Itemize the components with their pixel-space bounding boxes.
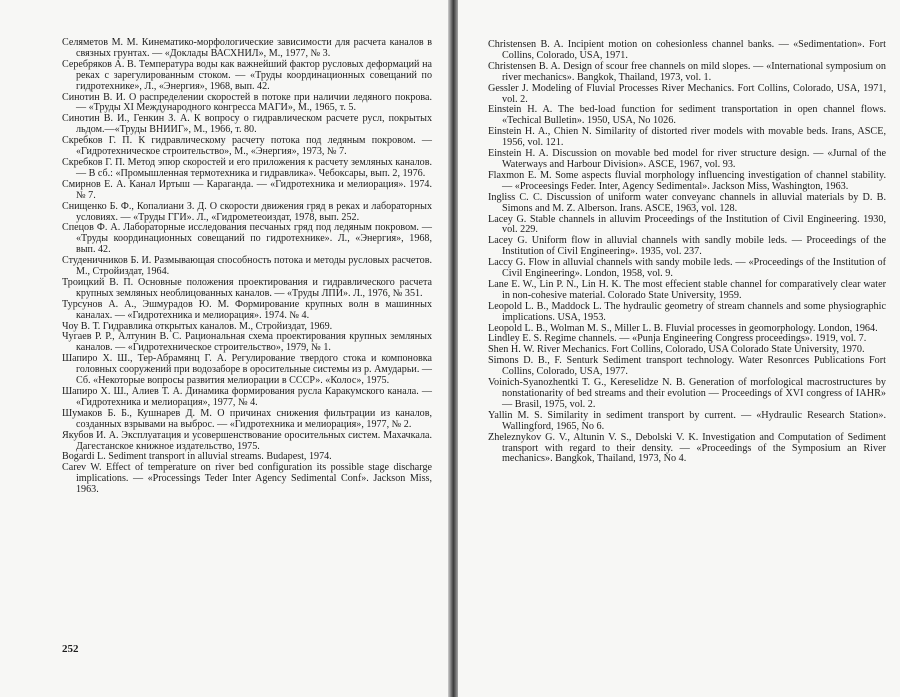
reference-entry: Leopold L. B., Maddock L. The hydraulic geometry of stream channels and some physiographic implications. USA, 1953. xyxy=(488,300,886,323)
reference-entry: Laccy G. Flow in alluvial channels with sandy mobile leds. — «Proceedings of the Institution of Civil Engineering». London, 1958, vol. 9. xyxy=(488,257,886,280)
reference-entry: Троицкий В. П. Основные положения проектирования и гидравлического расчета крупных земляных необлицованных каналов. — «Труды ЛПИ». Л., 1976, № 351. xyxy=(62,276,432,299)
reference-entry: Flaxmon E. M. Some aspects fluvial morphology influencing investigation of channel stability. — «Proceesings Feder. Inter, Agency Sedimental». Jackson Miss, Washington, 1963. xyxy=(488,169,886,192)
reference-entry: Bogardi L. Sediment transport in alluvial streams. Budapest, 1974. xyxy=(62,451,332,463)
reference-entry: Ingliss C. C. Discussion of uniform water conveyanc channels in alluvial materials by D. B. Simons and M. Z. Alberson. Irans. ASCE, 1963, vol. 128. xyxy=(488,191,886,214)
reference-entry: Шумаков Б. Б., Кушнарев Д. М. О причинах снижения фильтрации из каналов, созданных взрывами на выброс. — «Гидротехника и мелиорация», 1977, № 2. xyxy=(62,407,432,430)
reference-entry: Шапиро Х. Ш., Тер-Абрамянц Г. А. Регулирование твердого стока и компоновка головных сооружений при водозаборе в оросительные системы из р. Амударьи. — Сб. «Некоторые вопросы развития мелиорации в СССР». «Колос», 1975. xyxy=(62,353,432,387)
reference-entry: Синотин В. И., Генкин З. А. К вопросу о гидравлическом расчете русл, покрытых льдом.—«Труды ВНИИГ», М., 1966, т. 80. xyxy=(62,113,432,136)
reference-entry: Shen H. W. River Mechanics. Fort Collins, Colorado, USA Colorado State University, 1970. xyxy=(488,344,865,356)
reference-entry: Селяметов М. М. Кинематико-морфологические зависимости для расчета каналов в связных грунтах. — «Доклады ВАСХНИЛ», М., 1977, № 3. xyxy=(62,37,432,59)
reference-entry: Yallin M. S. Similarity in sediment transport by current. — «Hydraulic Research Station». Wallingford, 1965, No 6. xyxy=(488,409,886,432)
reference-entry: Спецов Ф. А. Лабораторные исследования песчаных гряд под ледяным покровом. — «Труды координационных совещаний по гидротехнике». Л., «Энергия», 1968, вып. 42. xyxy=(62,222,432,256)
reference-entry: Снищенко Б. Ф., Копалиани З. Д. О скорости движения гряд в реках и лабораторных условиях. — «Труды ГГИ». Л., «Гидрометеоиздат, 1978, вып. 252. xyxy=(62,200,432,223)
reference-entry: Christensen B. A. Incipient motion on cohesionless channel banks. — «Sedimentation». Fort Collins, Colorado, USA, 1971. xyxy=(488,39,886,61)
reference-entry: Чоу В. Т. Гидравлика открытых каналов. М., Стройиздат, 1969. xyxy=(62,320,333,332)
reference-entry: Zheleznykov G. V., Altunin V. S., Debolski V. K. Investigation and Computation of Sediment transport with regard to their density. — «Proceedings of the Symposium an River mechanics». Bangkok, Thailand, 1973, No 4. xyxy=(488,431,886,465)
reference-entry: Lacey G. Stable channels in alluvim Proceedings of the Institution of Civil Engineering. 1930, vol. 229. xyxy=(488,213,886,236)
reference-entry: Einstein H. A., Chien N. Similarity of distorted river models with movable beds. Irans, ASCE, 1956, vol. 121. xyxy=(488,126,886,149)
reference-entry: Gessler J. Modeling of Fluvial Processes River Mechanics. Fort Collins, Colorado, USA, 1971, vol. 2. xyxy=(488,82,886,105)
right-page xyxy=(458,0,900,697)
bibliography-list xyxy=(62,38,432,496)
reference-entry: Серебряков А. В. Температура воды как важнейший фактор русловых деформаций на реках с зарегулированным стоком. — «Труды координационных совещаний по гидротехнике», Л., «Энергия», 1968, вып. 42. xyxy=(62,58,432,92)
reference-entry: Carev W. Effect of temperature on river bed configuration its possible stage discharge implications. — «Processings Teder Inter Agency Sedimental Conf». Jackson Miss, 1963. xyxy=(62,462,432,496)
reference-entry: Simons D. B., F. Senturk Sediment transport technology. Water Resonrces Publications Fort Collins, Colorado, USA, 1977. xyxy=(488,355,886,378)
reference-entry: Турсунов А. А., Эшмурадов Ю. М. Формирование крупных волн в машинных каналах. — «Гидротехника и мелиорация». 1974. № 4. xyxy=(62,298,432,321)
page-number: 252 xyxy=(62,643,79,655)
reference-entry: Шапиро Х. Ш., Алиев Т. А. Динамика формирования русла Каракумского канала. — «Гидротехника и мелиорация», 1977, № 4. xyxy=(62,386,432,408)
reference-entry: Смирнов Е. А. Канал Иртыш — Караганда. — «Гидротехника и мелиорация». 1974. № 7. xyxy=(62,178,432,201)
reference-entry: Якубов И. А. Эксплуатация и усовершенствование оросительных систем. Махачкала. Дагестанское книжное издательство, 1975. xyxy=(62,429,432,452)
reference-entry: Lindley E. S. Regime channels. — «Punja Engineering Congress proceedings». 1919, vol. 7. xyxy=(488,333,867,345)
reference-entry: Leopold L. B., Wolman M. S., Miller L. B. Fluvial processes in geomorphology. London, 1964. xyxy=(488,322,878,334)
bibliography-list xyxy=(488,40,886,465)
reference-entry: Чугаев Р. Р., Алтунин В. С. Рациональная схема проектирования крупных земляных каналов. — «Гидротехническое строительство», 1979, № 1. xyxy=(62,331,432,354)
reference-entry: Einstein H. A. Discussion on movable bed model for river structure design. — «Jurnal of the Waterways and Harbour Division». ASCE, 1967, vol. 93. xyxy=(488,148,886,170)
reference-entry: Lane E. W., Lin P. N., Lin H. K. The most effecient stable channel for comparatively clear water in non-cohesive material. Colorado State University, 1959. xyxy=(488,278,886,301)
reference-entry: Lacey G. Uniform flow in alluvial channels with sandly mobile leds. — Proceedings of the Institution of Civil Engineering». 1935, vol. 237. xyxy=(488,235,886,258)
reference-entry: Christensen B. A. Design of scour free channels on mild slopes. — «International symposium on river mechanics». Bangkok, Thailand, 1973, vol. 1. xyxy=(488,60,886,83)
reference-entry: Синотин В. И. О распределении скоростей в потоке при наличии ледяного покрова. — «Труды XI Международного конгресса МАГИ», М., 1965, т. 5. xyxy=(62,91,432,114)
reference-entry: Студеничников Б. И. Размывающая способность потока и методы русловых расчетов. М., Стройиздат, 1964. xyxy=(62,255,432,278)
reference-entry: Voinich-Syanozhentki T. G., Kereselidze N. B. Generation of morfological macrostructures by nonstationarity of bed streams and their evolution — Proceedings of XVI congress of IAHR» — Brasil, 1975, vol. 2. xyxy=(488,377,886,410)
reference-entry: Скребков Г. П. Метод эпюр скоростей и его приложения к расчету земляных каналов. — В сб.: «Промышленная термотехника и гидравлика». Чебоксары, вып. 2, 1976. xyxy=(62,156,432,179)
reference-entry: Einstein H. A. The bed-load function for sediment transportation in open channel flows. «Techical Bulletin». 1950, USA, No 1026. xyxy=(488,104,886,127)
reference-entry: Скребков Г. П. К гидравлическому расчету потока под ледяным покровом. — «Гидротехническое строительство», М., «Энергия», 1973, № 7. xyxy=(62,135,432,158)
